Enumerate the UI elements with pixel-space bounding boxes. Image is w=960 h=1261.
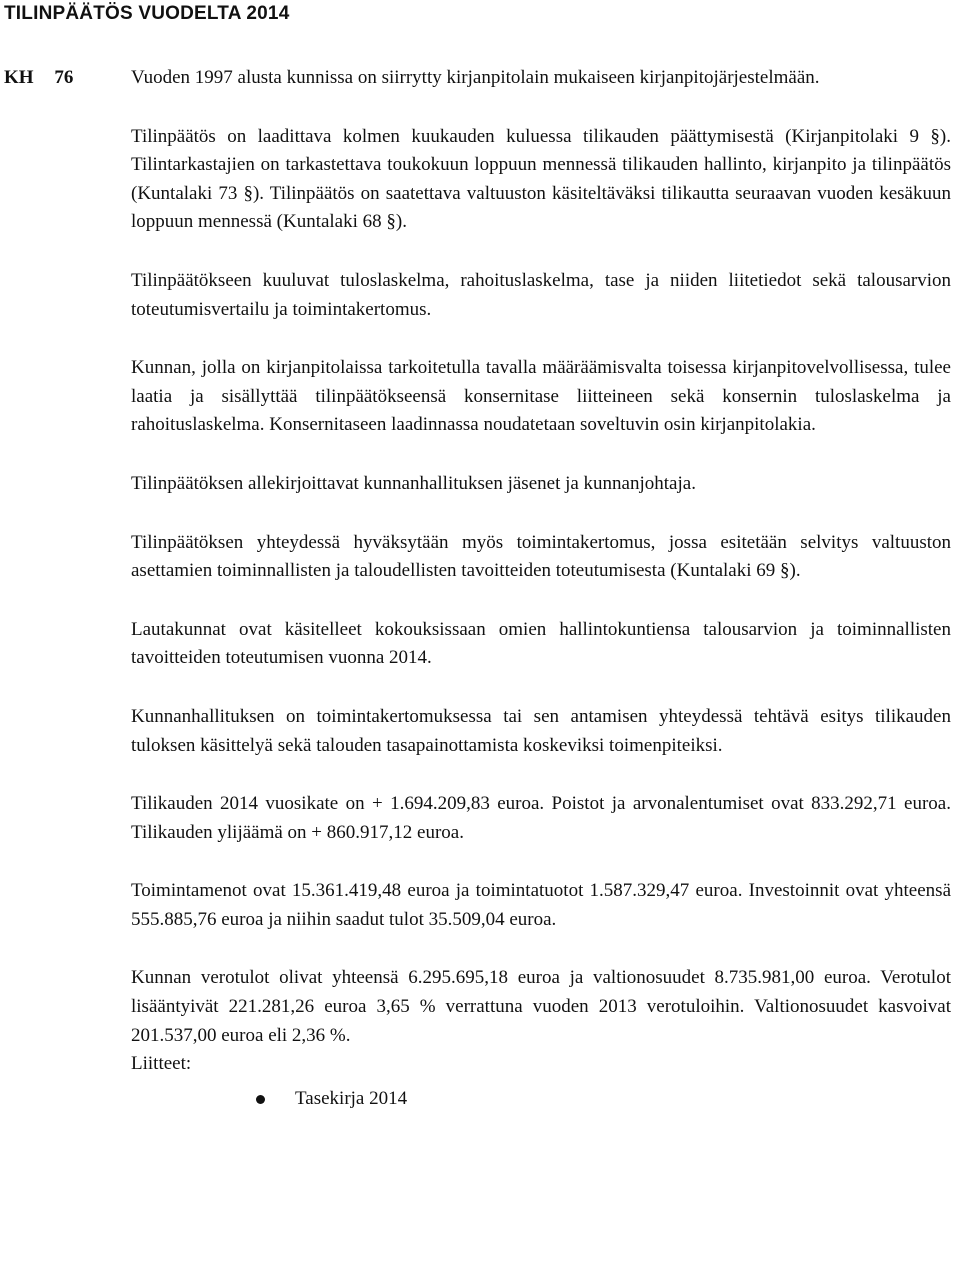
paragraph-consolidated: Kunnan, jolla on kirjanpitolaissa tarkoitetulla tavalla määräämisvalta toisessa kirjanpitovelvollisessa, tulee laatia ja sisällyttää tilinpäätökseensä konsernitase liitteineen sekä konsernin tuloslaskelma ja rahoituslaskelma. Konsernitaseen laadinnassa noudatetaan soveltuvin osin kirjanpitolakia. [131, 357, 951, 436]
attachments-label: Liitteet: [131, 1053, 192, 1075]
bullet-icon [256, 1095, 265, 1104]
paragraph-result-proposal: Kunnanhallituksen on toimintakertomuksessa tai sen antamisen yhteydessä tehtävä esitys tilikauden tuloksen käsittelyä sekä talouden tasapainottamista koskeviksi toimenpiteiksi. [131, 705, 951, 756]
paragraph-activity-report: Tilinpäätöksen yhteydessä hyväksytään myös toimintakertomus, jossa esitetään selvitys valtuuston asettamien toiminnallisten ja taloudellisten tavoitteiden toteutumisesta (Kuntalaki 69 §). [131, 531, 951, 582]
attachment-item-label: Tasekirja 2014 [295, 1087, 408, 1109]
paragraph-boards: Lautakunnat ovat käsitelleet kokouksissaan omien hallintokuntiensa talousarvion ja toiminnallisten tavoitteiden toteutumisen vuonna 2014. [131, 618, 951, 669]
paragraph-signatures: Tilinpäätöksen allekirjoittavat kunnanhallituksen jäsenet ja kunnanjohtaja. [131, 472, 696, 494]
paragraph-tax-revenue: Kunnan verotulot olivat yhteensä 6.295.695,18 euroa ja valtionosuudet 8.735.981,00 euroa. Verotulot lisääntyivät 221.281,26 euroa 3,65 % verrattuna vuoden 2013 verotuloihin. Valtionosuudet kasvoivat 201.537,00 euroa eli 2,36 %. [131, 967, 951, 1046]
section-label [4, 64, 73, 92]
paragraph-reform: Vuoden 1997 alusta kunnissa on siirrytty kirjanpitolain mukaiseen kirjanpitojärjestelmään. [131, 67, 820, 88]
document-body [131, 64, 951, 1113]
paragraph-deadlines: Tilinpäätös on laadittava kolmen kuukauden kuluessa tilikauden päättymisestä (Kirjanpitolaki 9 §). Tilintarkastajien on tarkastettava toukokuun loppuun mennessä tilikauden hallinto, kirjanpito ja tilinpäätös (Kuntalaki 73 §). Tilinpäätös on saatettava valtuuston käsiteltäväksi tilikautta seuraavan vuoden kesäkuun loppuun mennessä (Kuntalaki 68 §). [131, 125, 951, 233]
attachment-item [131, 1085, 951, 1114]
paragraph-annual-margin: Tilikauden 2014 vuosikate on + 1.694.209,83 euroa. Poistot ja arvonalentumiset ovat 833.292,71 euroa. Tilikauden ylijäämä on + 860.917,12 euroa. [131, 793, 951, 843]
attachments-list [131, 1085, 951, 1114]
section-code: KH [4, 67, 34, 88]
section-number: 76 [54, 67, 74, 88]
paragraph-contents: Tilinpäätökseen kuuluvat tuloslaskelma, rahoituslaskelma, tase ja niiden liitetiedot sekä talousarvion toteutumisvertailu ja toimintakertomus. [131, 269, 951, 320]
document-title: TILINPÄÄTÖS VUODELTA 2014 [4, 3, 290, 24]
paragraph-operating-costs: Toimintamenot ovat 15.361.419,48 euroa ja toimintatuotot 1.587.329,47 euroa. Investoinnit ovat yhteensä 555.885,76 euroa ja niihin saadut tulot 35.509,04 euroa. [131, 880, 951, 930]
